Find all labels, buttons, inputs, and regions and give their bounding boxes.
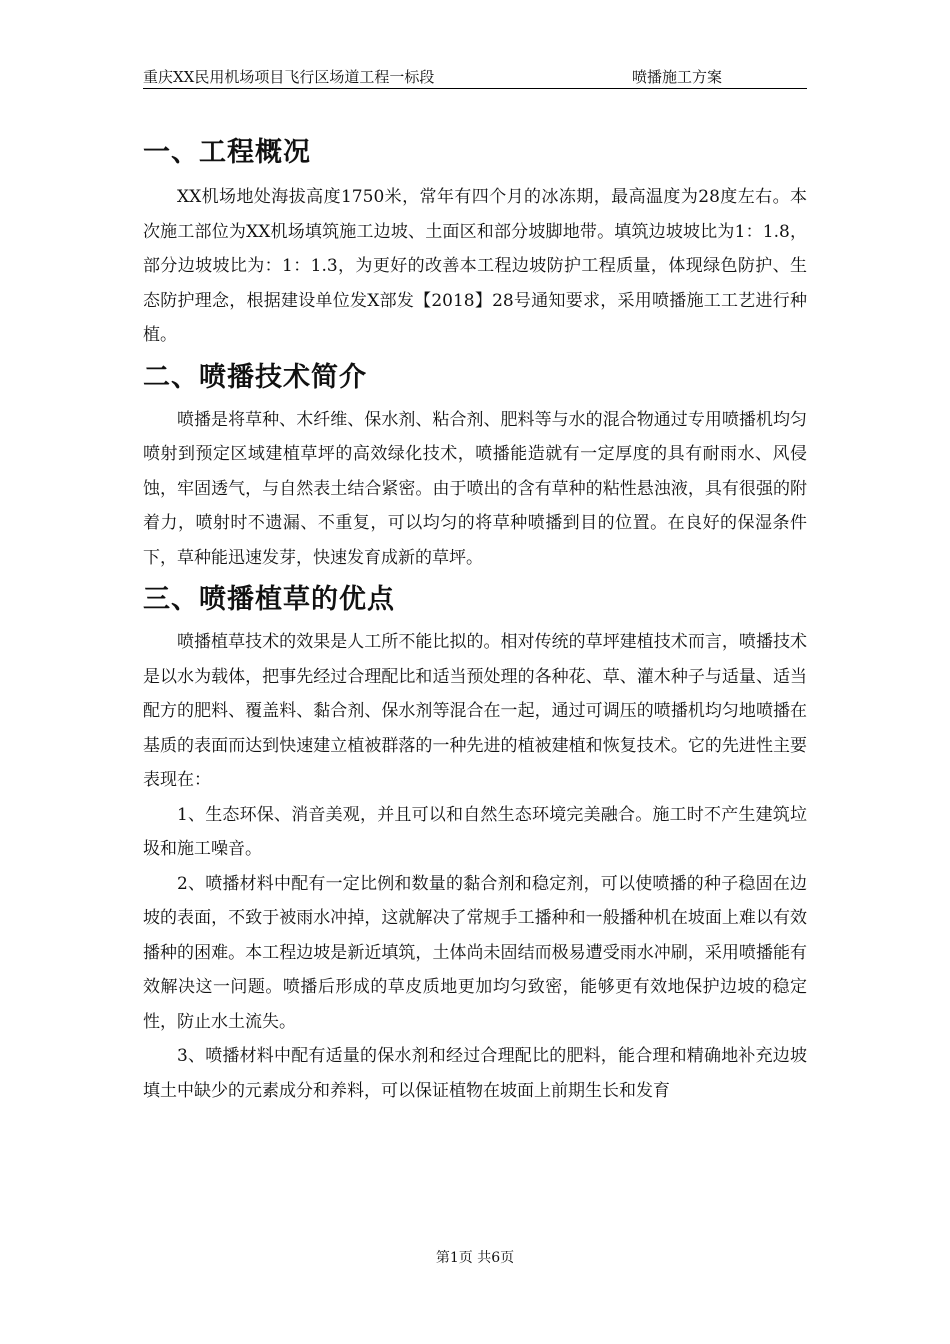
body-paragraph: 喷播植草技术的效果是人工所不能比拟的。相对传统的草坪建植技术而言，喷播技术是以水为载体，把事先经过合理配比和适当预处理的各种花、草、灌木种子与适量、适当配方的肥料、覆盖料、黏合剂、保水剂等混合在一起，通过可调压的喷播机均匀地喷播在基质的表面而达到快速建立植被群落的一种先进的植被建植和恢复技术。它的先进性主要表现在： bbox=[143, 632, 807, 790]
section-heading: 三、喷播植草的优点 bbox=[143, 584, 395, 615]
page-footer: 第1页 共6页 bbox=[435, 1250, 515, 1266]
section-heading: 二、喷播技术简介 bbox=[143, 361, 367, 393]
list-item-paragraph: 2、喷播材料中配有一定比例和数量的黏合剂和稳定剂，可以使喷播的种子稳固在边坡的表面，不致于被雨水冲掉，这就解决了常规手工播种和一般播种机在坡面上难以有效播种的困难。本工程边坡是新近填筑，土体尚未固结而极易遭受雨水冲刷，采用喷播能有效解决这一问题。喷播后形成的草皮质地更加均匀致密，能够更有效地保护边坡的稳定性，防止水土流失。 bbox=[143, 873, 807, 1032]
header-doc-title: 喷播施工方案 bbox=[632, 68, 723, 86]
header-project-title: 重庆XX民用机场项目飞行区场道工程一标段 bbox=[143, 68, 435, 86]
section-heading: 一、工程概况 bbox=[143, 137, 311, 168]
body-paragraph: XX机场地处海拔高度1750米，常年有四个月的冰冻期，最高温度为28度左右。本次施工部位为XX机场填筑施工边坡、土面区和部分坡脚地带。填筑边坡坡比为1：1.8，部分边坡坡比为：1：1.3，为更好的改善本工程边坡防护工程质量，体现绿色防护、生态防护理念，根据建设单位发X部发【2018】28号通知要求，采用喷播施工工艺进行种植。 bbox=[143, 187, 807, 345]
list-item-paragraph: 1、生态环保、消音美观，并且可以和自然生态环境完美融合。施工时不产生建筑垃圾和施工噪音。 bbox=[143, 804, 807, 859]
document-body bbox=[143, 128, 807, 1108]
list-item-paragraph: 3、喷播材料中配有适量的保水剂和经过合理配比的肥料，能合理和精确地补充边坡填土中缺少的元素成分和养料，可以保证植物在坡面上前期生长和发育 bbox=[143, 1046, 807, 1101]
body-paragraph: 喷播是将草种、木纤维、保水剂、粘合剂、肥料等与水的混合物通过专用喷播机均匀喷射到预定区域建植草坪的高效绿化技术，喷播能造就有一定厚度的具有耐雨水、风侵蚀，牢固透气，与自然表土结合紧密。由于喷出的含有草种的粘性悬浊液，具有很强的附着力，喷射时不遗漏、不重复，可以均匀的将草种喷播到目的位置。在良好的保湿条件下，草种能迅速发芽，快速发育成新的草坪。 bbox=[143, 409, 807, 568]
page-header bbox=[143, 64, 807, 89]
